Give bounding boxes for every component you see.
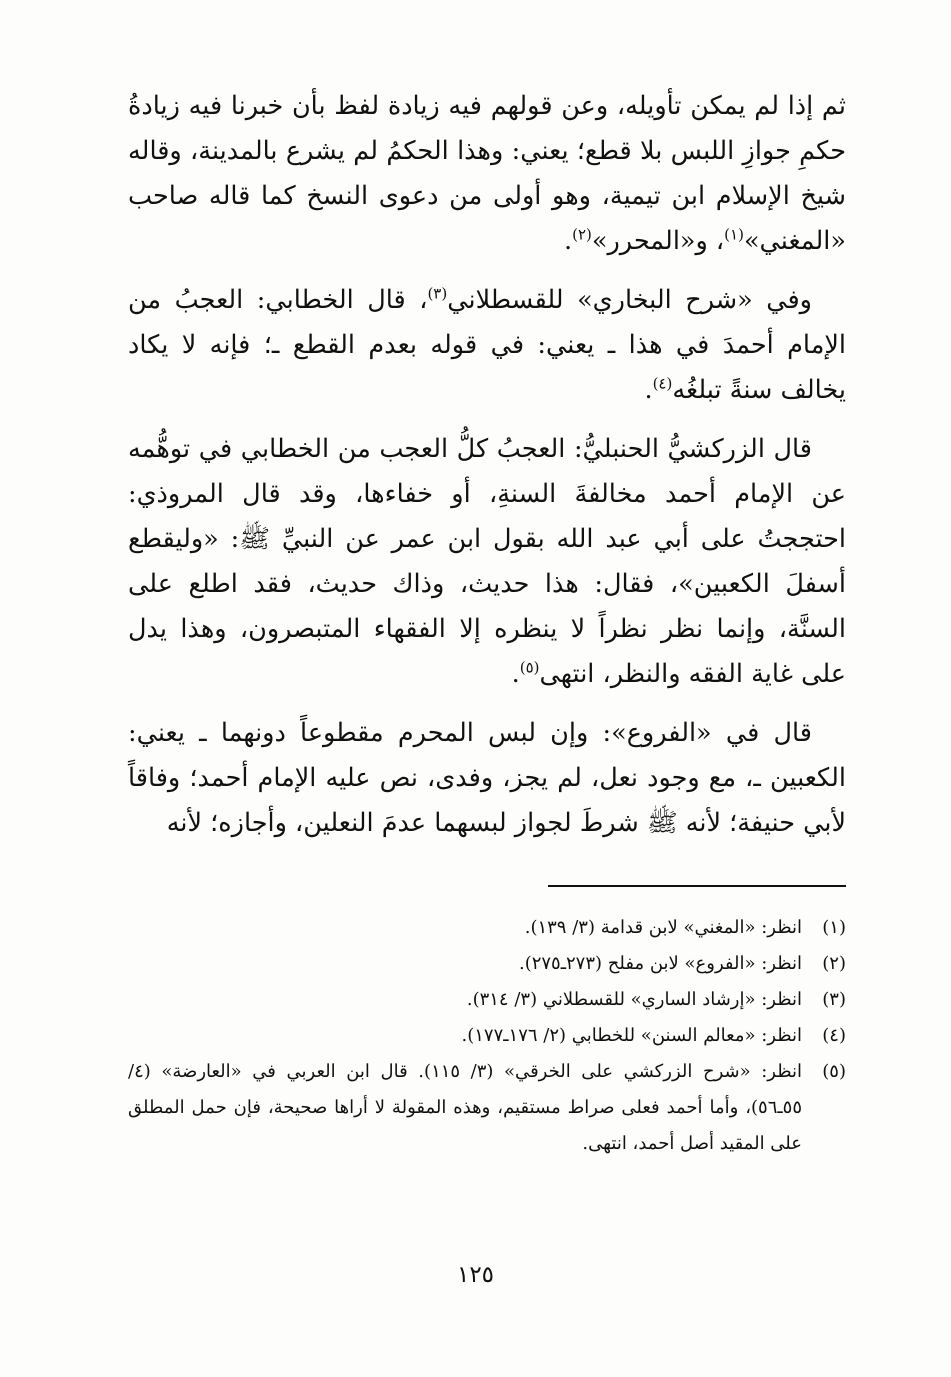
paragraph-1 — [128, 84, 846, 264]
footnote-ref-5: (٥) — [519, 658, 540, 677]
footnote-1 — [128, 910, 846, 946]
paragraph-text: . — [563, 226, 573, 256]
paragraph-3 — [128, 427, 846, 697]
paragraph-text: . — [644, 375, 653, 405]
paragraph-text: قال الزركشيُّ الحنبليُّ: العجبُ كلُّ العجب من الخطابي في توهُّمه عن الإمام أحمد مخالفةَ السنةِ، أو خفاءها، وقد قال المروذي: احتججتُ على أبي عبد الله بقول ابن عمر عن النبيِّ ﷺ: «وليقطع أسفلَ الكعبين»، فقال: هذا حديث، وذاك حديث، فقد اطلع على السنَّة، وإنما نظر نظراً لا ينظره إلا الفقهاء المتبصرون، وهذا يدل على غاية الفقه والنظر، انتهى — [128, 434, 846, 689]
paragraph-text: وفي «شرح البخاري» للقسطلاني — [447, 285, 813, 315]
footnote-number: (٣) — [822, 989, 846, 1010]
paragraph-text: . — [511, 659, 520, 689]
footnote-number: (٢) — [822, 953, 846, 974]
paragraph-text: ، قال الخطابي: العجبُ من الإمام أحمدَ في هذا ـ يعني: في قوله بعدم القطع ـ؛ فإنه لا يكاد يخالف سنةً تبلغُه — [128, 285, 846, 405]
footnote-ref-2: (٢) — [572, 225, 592, 244]
footnote-text: انظر: «شرح الزركشي على الخرقي» (٣/ ١١٥). قال ابن العربي في «العارضة» (٤/ ٥٥ـ٥٦)، وأما أحمد فعلى صراط مستقيم، وهذه المقولة لا أراها صحيحة، فإن حمل المطلق على المقيد أصل أحمد، انتهى. — [128, 1061, 803, 1154]
footnote-number: (٤) — [822, 1025, 846, 1046]
paragraph-text: ثم إذا لم يمكن تأويله، وعن قولهم فيه زيادة لفظ بأن خبرنا فيه زيادةُ حكمِ جوازِ اللبس بلا قطع؛ يعني: وهذا الحكمُ لم يشرع بالمدينة، وقاله شيخ الإسلام ابن تيمية، وهو أولى من دعوى النسخ كما قاله صاحب «المغني» — [128, 91, 846, 256]
footnote-text: انظر: «الفروع» لابن مفلح (٢٧٣ـ٢٧٥). — [518, 953, 802, 974]
main-text — [128, 84, 846, 860]
footnote-ref-4: (٤) — [652, 374, 673, 393]
footnote-3 — [128, 982, 846, 1018]
footnote-number: (٥) — [822, 1061, 846, 1082]
footnote-ref-1: (١) — [724, 225, 744, 244]
paragraph-text: ، و«المحرر» — [591, 226, 725, 256]
footnote-number: (١) — [822, 917, 846, 938]
paragraph-2 — [128, 278, 846, 413]
footnote-2 — [128, 946, 846, 982]
footnotes — [128, 910, 846, 1162]
footnote-text: انظر: «المغني» لابن قدامة (٣/ ١٣٩). — [524, 917, 802, 938]
paragraph-4 — [128, 711, 846, 846]
footnote-text: انظر: «معالم السنن» للخطابي (٢/ ١٧٦ـ١٧٧). — [461, 1025, 802, 1046]
page-number: ١٢٥ — [456, 1262, 495, 1288]
footnote-separator — [548, 885, 846, 887]
footnote-ref-3: (٣) — [427, 284, 448, 303]
paragraph-text: قال في «الفروع»: وإن لبس المحرم مقطوعاً دونهما ـ يعني: الكعبين ـ، مع وجود نعل، لم يجز، وفدى، نص عليه الإمام أحمد؛ وفاقاً لأبي حنيفة؛ لأنه ﷺ شرطَ لجواز لبسهما عدمَ النعلين، وأجازه؛ لأنه — [128, 718, 846, 838]
footnote-text: انظر: «إرشاد الساري» للقسطلاني (٣/ ٣١٤). — [466, 989, 802, 1010]
footnote-5 — [128, 1054, 846, 1162]
footnote-4 — [128, 1018, 846, 1054]
